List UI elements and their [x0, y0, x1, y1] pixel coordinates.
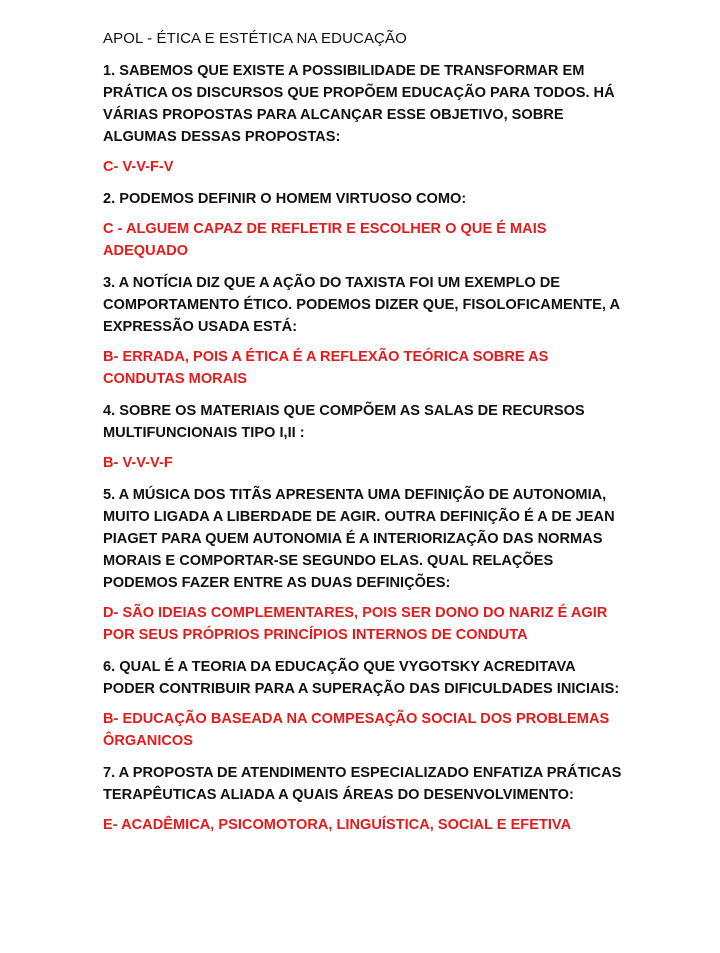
question-4: 4. SOBRE OS MATERIAIS QUE COMPÕEM AS SALAS DE RECURSOS MULTIFUNCIONAIS TIPO I,II : [103, 403, 585, 441]
answer-5: D- SÃO IDEIAS COMPLEMENTARES, POIS SER DONO DO NARIZ É AGIR POR SEUS PRÓPRIOS PRINCÍPIOS INTERNOS DE CONDUTA [103, 605, 608, 643]
document-title: APOL - ÉTICA E ESTÉTICA NA EDUCAÇÃO [103, 30, 407, 47]
question-2: 2. PODEMOS DEFINIR O HOMEM VIRTUOSO COMO: [103, 191, 467, 207]
answer-4: B- V-V-V-F [103, 455, 173, 471]
answer-2: C - ALGUEM CAPAZ DE REFLETIR E ESCOLHER O QUE É MAIS ADEQUADO [103, 221, 547, 259]
question-6: 6. QUAL É A TEORIA DA EDUCAÇÃO QUE VYGOTSKY ACREDITAVA PODER CONTRIBUIR PARA A SUPERAÇÃO DAS DIFICULDADES INICIAIS: [103, 659, 620, 697]
answer-1: C- V-V-F-V [103, 159, 174, 175]
question-3: 3. A NOTÍCIA DIZ QUE A AÇÃO DO TAXISTA FOI UM EXEMPLO DE COMPORTAMENTO ÉTICO. PODEMOS DIZER QUE, FISOLOFICAMENTE, A EXPRESSÃO USADA ESTÁ: [103, 275, 620, 335]
question-7: 7. A PROPOSTA DE ATENDIMENTO ESPECIALIZADO ENFATIZA PRÁTICAS TERAPÊUTICAS ALIADA A QUAIS ÁREAS DO DESENVOLVIMENTO: [103, 765, 622, 803]
document-content [103, 28, 623, 846]
answer-6: B- EDUCAÇÃO BASEADA NA COMPESAÇÃO SOCIAL DOS PROBLEMAS ÔRGANICOS [103, 711, 610, 749]
answer-3: B- ERRADA, POIS A ÉTICA É A REFLEXÃO TEÓRICA SOBRE AS CONDUTAS MORAIS [103, 349, 549, 387]
question-1: 1. SABEMOS QUE EXISTE A POSSIBILIDADE DE TRANSFORMAR EM PRÁTICA OS DISCURSOS QUE PROPÕEM EDUCAÇÃO PARA TODOS. HÁ VÁRIAS PROPOSTAS PARA ALCANÇAR ESSE OBJETIVO, SOBRE ALGUMAS DESSAS PROPOSTAS: [103, 63, 615, 145]
question-5: 5. A MÚSICA DOS TITÃS APRESENTA UMA DEFINIÇÃO DE AUTONOMIA, MUITO LIGADA A LIBERDADE DE AGIR. OUTRA DEFINIÇÃO É A DE JEAN PIAGET PARA QUEM AUTONOMIA É A INTERIORIZAÇÃO DAS NORMAS MORAIS E COMPORTAR-SE SEGUNDO ELAS. QUAL RELAÇÕES PODEMOS FAZER ENTRE AS DUAS DEFINIÇÕES: [103, 487, 615, 591]
answer-7: E- ACADÊMICA, PSICOMOTORA, LINGUÍSTICA, SOCIAL E EFETIVA [103, 817, 572, 833]
